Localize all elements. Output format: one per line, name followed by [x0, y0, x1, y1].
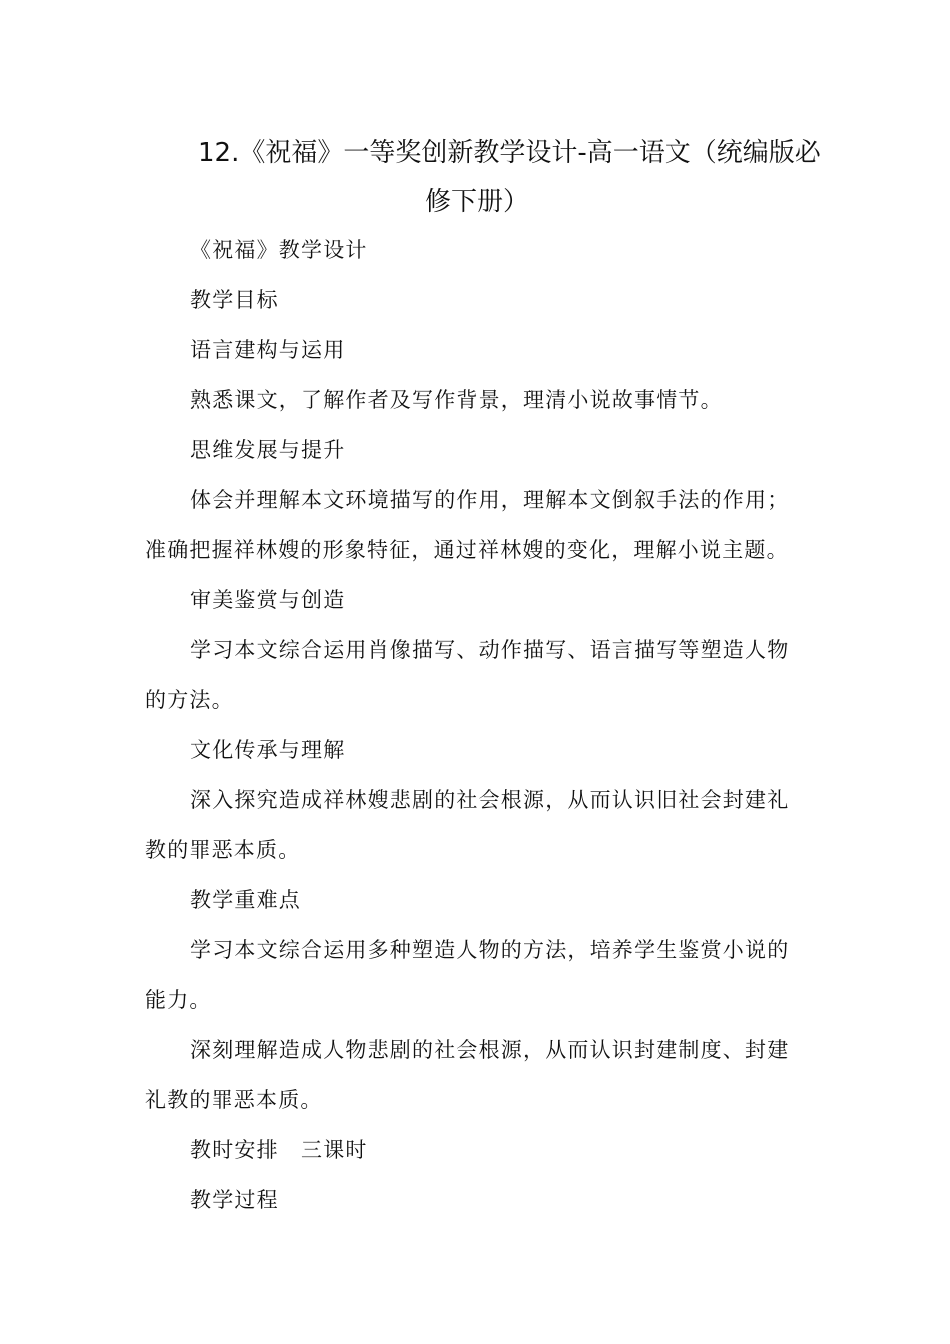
document-title-line-2: 修下册） — [425, 187, 530, 217]
section-heading-key-points: 教学重难点 — [190, 888, 301, 912]
paragraph-thinking-line-1: 体会并理解本文环境描写的作用，理解本文倒叙手法的作用； — [190, 488, 790, 512]
schedule-line: 教时安排 三课时 — [190, 1138, 368, 1162]
section-heading-process: 教学过程 — [190, 1188, 279, 1212]
paragraph-key-point-1-line-2: 能力。 — [145, 988, 212, 1012]
paragraph-key-point-2-line-1: 深刻理解造成人物悲剧的社会根源，从而认识封建制度、封建 — [190, 1038, 790, 1062]
paragraph-language: 熟悉课文，了解作者及写作背景，理清小说故事情节。 — [190, 388, 723, 412]
paragraph-culture-line-2: 教的罪恶本质。 — [145, 838, 301, 862]
subheading-language: 语言建构与运用 — [190, 338, 346, 362]
subheading-aesthetic: 审美鉴赏与创造 — [190, 588, 346, 612]
subheading-thinking: 思维发展与提升 — [190, 438, 346, 462]
paragraph-aesthetic-line-1: 学习本文综合运用肖像描写、动作描写、语言描写等塑造人物 — [190, 638, 790, 662]
paragraph-thinking-line-2: 准确把握祥林嫂的形象特征，通过祥林嫂的变化，理解小说主题。 — [145, 538, 789, 562]
paragraph-key-point-1-line-1: 学习本文综合运用多种塑造人物的方法，培养学生鉴赏小说的 — [190, 938, 790, 962]
document-title-line-1: 12.《祝福》一等奖创新教学设计-高一语文（统编版必 — [198, 138, 821, 168]
paragraph-aesthetic-line-2: 的方法。 — [145, 688, 234, 712]
paragraph-key-point-2-line-2: 礼教的罪恶本质。 — [145, 1088, 323, 1112]
paragraph-culture-line-1: 深入探究造成祥林嫂悲剧的社会根源，从而认识旧社会封建礼 — [190, 788, 790, 812]
section-heading-teaching-goals: 教学目标 — [190, 288, 279, 312]
subheading-culture: 文化传承与理解 — [190, 738, 346, 762]
lesson-plan-heading: 《祝福》教学设计 — [190, 238, 368, 262]
